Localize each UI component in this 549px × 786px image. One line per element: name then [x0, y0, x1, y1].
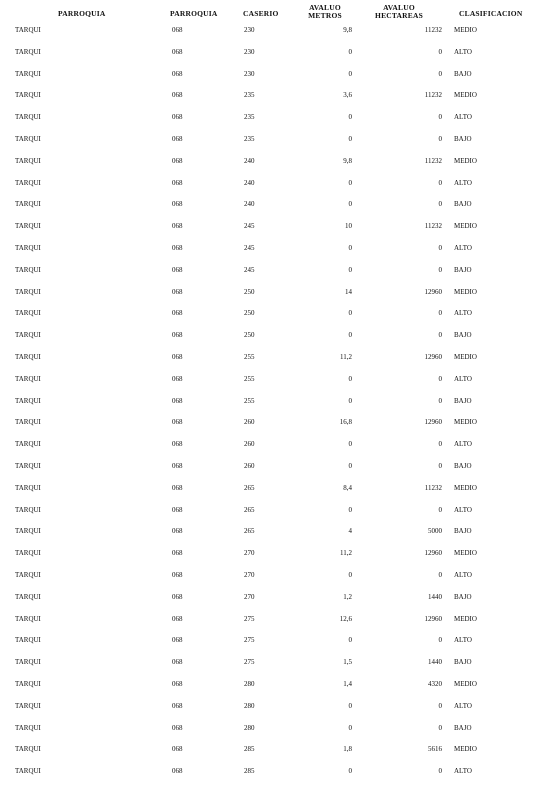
cell-parroquia: TARQUI — [15, 549, 41, 558]
cell-caserio: 230 — [244, 47, 255, 56]
cell-parroquia: TARQUI — [15, 222, 41, 231]
cell-clasificacion: ALTO — [454, 309, 472, 318]
cell-parroquia-code: 068 — [172, 723, 183, 732]
cell-parroquia: TARQUI — [15, 440, 41, 449]
cell-parroquia: TARQUI — [15, 69, 41, 78]
cell-avaluo-hectareas: 0 — [438, 505, 442, 514]
cell-parroquia-code: 068 — [172, 701, 183, 710]
cell-parroquia: TARQUI — [15, 701, 41, 710]
cell-avaluo-metros: 0 — [348, 440, 352, 449]
cell-parroquia-code: 068 — [172, 113, 183, 122]
cell-clasificacion: MEDIO — [454, 26, 477, 34]
cell-clasificacion: MEDIO — [454, 91, 477, 100]
cell-avaluo-hectareas: 0 — [438, 331, 442, 340]
cell-parroquia-code: 068 — [172, 483, 183, 492]
table-row — [0, 260, 549, 282]
cell-caserio: 270 — [244, 592, 255, 601]
table-row — [0, 412, 549, 434]
cell-avaluo-metros: 0 — [348, 113, 352, 122]
cell-clasificacion: BAJO — [454, 592, 472, 601]
cell-parroquia: TARQUI — [15, 374, 41, 383]
cell-parroquia: TARQUI — [15, 331, 41, 340]
cell-avaluo-hectareas: 0 — [438, 244, 442, 252]
header-clasificacion: CLASIFICACION — [459, 9, 523, 18]
table-row — [0, 20, 549, 42]
header-avaluo-hectareas: AVALUO HECTAREAS — [375, 3, 423, 20]
cell-caserio: 270 — [244, 571, 255, 579]
cell-avaluo-metros: 0 — [348, 701, 352, 710]
cell-avaluo-metros: 0 — [348, 265, 352, 274]
cell-avaluo-metros: 0 — [348, 309, 352, 318]
table-row — [0, 674, 549, 696]
cell-caserio: 265 — [244, 483, 255, 492]
table-row — [0, 194, 549, 216]
table-row — [0, 739, 549, 761]
table-row — [0, 129, 549, 151]
table-row — [0, 761, 549, 783]
cell-parroquia-code: 068 — [172, 745, 183, 754]
cell-clasificacion: BAJO — [454, 135, 472, 143]
cell-avaluo-metros: 10 — [345, 222, 352, 231]
cell-parroquia-code: 068 — [172, 767, 183, 776]
table-row — [0, 85, 549, 107]
cell-avaluo-hectareas: 5616 — [428, 745, 442, 754]
cell-parroquia-code: 068 — [172, 418, 183, 427]
cell-caserio: 270 — [244, 549, 255, 558]
table-row — [0, 347, 549, 369]
cell-parroquia-code: 068 — [172, 309, 183, 318]
cell-avaluo-metros: 8,4 — [343, 483, 352, 492]
cell-caserio: 245 — [244, 265, 255, 274]
cell-clasificacion: MEDIO — [454, 745, 477, 754]
cell-avaluo-hectareas: 4320 — [428, 680, 442, 688]
cell-avaluo-hectareas: 0 — [438, 309, 442, 318]
cell-clasificacion: MEDIO — [454, 156, 477, 165]
cell-caserio: 275 — [244, 658, 255, 667]
cell-caserio: 260 — [244, 462, 255, 470]
table-row — [0, 500, 549, 522]
cell-parroquia-code: 068 — [172, 331, 183, 340]
cell-parroquia-code: 068 — [172, 135, 183, 143]
cell-avaluo-hectareas: 1440 — [428, 592, 442, 601]
cell-caserio: 265 — [244, 527, 255, 536]
table-row — [0, 107, 549, 129]
cell-caserio: 280 — [244, 701, 255, 710]
table-row — [0, 456, 549, 478]
cell-parroquia-code: 068 — [172, 505, 183, 514]
table-row — [0, 434, 549, 456]
cell-parroquia-code: 068 — [172, 571, 183, 579]
cell-parroquia: TARQUI — [15, 47, 41, 56]
cell-avaluo-metros: 0 — [348, 571, 352, 579]
cell-caserio: 235 — [244, 113, 255, 122]
cell-parroquia-code: 068 — [172, 440, 183, 449]
cell-parroquia: TARQUI — [15, 200, 41, 209]
cell-caserio: 275 — [244, 636, 255, 645]
table-row — [0, 652, 549, 674]
table-row — [0, 303, 549, 325]
cell-parroquia-code: 068 — [172, 592, 183, 601]
cell-avaluo-metros: 0 — [348, 200, 352, 209]
cell-parroquia: TARQUI — [15, 680, 41, 688]
header-caserio: CASERIO — [243, 9, 279, 18]
cell-parroquia-code: 068 — [172, 680, 183, 688]
cell-caserio: 255 — [244, 396, 255, 405]
cell-avaluo-hectareas: 12960 — [424, 614, 442, 623]
cell-caserio: 240 — [244, 156, 255, 165]
cell-parroquia: TARQUI — [15, 265, 41, 274]
cell-avaluo-metros: 9,8 — [343, 26, 352, 34]
cell-caserio: 255 — [244, 353, 255, 361]
cell-clasificacion: MEDIO — [454, 418, 477, 427]
cell-caserio: 250 — [244, 309, 255, 318]
cell-avaluo-hectareas: 0 — [438, 265, 442, 274]
cell-clasificacion: ALTO — [454, 767, 472, 776]
cell-parroquia-code: 068 — [172, 26, 183, 34]
cell-parroquia: TARQUI — [15, 527, 41, 536]
cell-parroquia: TARQUI — [15, 462, 41, 470]
cell-caserio: 265 — [244, 505, 255, 514]
cell-parroquia-code: 068 — [172, 287, 183, 296]
cell-caserio: 230 — [244, 26, 255, 34]
cell-parroquia-code: 068 — [172, 658, 183, 667]
cell-clasificacion: MEDIO — [454, 353, 477, 361]
cell-clasificacion: ALTO — [454, 244, 472, 252]
cell-parroquia-code: 068 — [172, 549, 183, 558]
table-row — [0, 478, 549, 500]
cell-avaluo-metros: 12,6 — [339, 614, 352, 623]
cell-parroquia-code: 068 — [172, 69, 183, 78]
cell-caserio: 250 — [244, 331, 255, 340]
cell-avaluo-metros: 11,2 — [340, 549, 352, 558]
cell-parroquia: TARQUI — [15, 745, 41, 754]
cell-avaluo-metros: 0 — [348, 505, 352, 514]
header-avaluo-metros: AVALUO METROS — [308, 3, 342, 20]
cell-parroquia-code: 068 — [172, 265, 183, 274]
cell-avaluo-hectareas: 0 — [438, 69, 442, 78]
table-row — [0, 609, 549, 631]
cell-clasificacion: BAJO — [454, 462, 472, 470]
cell-clasificacion: MEDIO — [454, 287, 477, 296]
cell-parroquia-code: 068 — [172, 244, 183, 252]
cell-avaluo-metros: 1,2 — [343, 592, 352, 601]
table-row — [0, 543, 549, 565]
cell-parroquia: TARQUI — [15, 571, 41, 579]
cell-avaluo-metros: 0 — [348, 178, 352, 187]
cell-clasificacion: ALTO — [454, 505, 472, 514]
cell-parroquia: TARQUI — [15, 244, 41, 252]
cell-clasificacion: MEDIO — [454, 680, 477, 688]
cell-parroquia: TARQUI — [15, 156, 41, 165]
cell-caserio: 255 — [244, 374, 255, 383]
cell-caserio: 260 — [244, 440, 255, 449]
cell-clasificacion: ALTO — [454, 571, 472, 579]
cell-caserio: 240 — [244, 200, 255, 209]
cell-avaluo-hectareas: 0 — [438, 396, 442, 405]
cell-avaluo-hectareas: 0 — [438, 571, 442, 579]
cell-clasificacion: ALTO — [454, 374, 472, 383]
cell-avaluo-metros: 14 — [345, 287, 352, 296]
cell-parroquia-code: 068 — [172, 527, 183, 536]
cell-parroquia: TARQUI — [15, 636, 41, 645]
cell-clasificacion: MEDIO — [454, 222, 477, 231]
cell-avaluo-metros: 0 — [348, 767, 352, 776]
cell-clasificacion: ALTO — [454, 701, 472, 710]
cell-clasificacion: ALTO — [454, 113, 472, 122]
cell-avaluo-hectareas: 12960 — [424, 287, 442, 296]
cell-avaluo-hectareas: 0 — [438, 636, 442, 645]
cell-avaluo-hectareas: 11232 — [424, 483, 442, 492]
cell-clasificacion: ALTO — [454, 440, 472, 449]
cell-avaluo-metros: 0 — [348, 636, 352, 645]
cell-avaluo-metros: 4 — [348, 527, 352, 536]
cell-avaluo-hectareas: 11232 — [424, 156, 442, 165]
cell-clasificacion: BAJO — [454, 265, 472, 274]
cell-caserio: 280 — [244, 680, 255, 688]
cell-caserio: 230 — [244, 69, 255, 78]
cell-parroquia-code: 068 — [172, 614, 183, 623]
cell-avaluo-hectareas: 0 — [438, 701, 442, 710]
cell-avaluo-metros: 1,5 — [343, 658, 352, 667]
cell-clasificacion: ALTO — [454, 636, 472, 645]
cell-parroquia-code: 068 — [172, 374, 183, 383]
cell-avaluo-hectareas: 11232 — [424, 91, 442, 100]
cell-avaluo-hectareas: 0 — [438, 767, 442, 776]
cell-avaluo-hectareas: 0 — [438, 135, 442, 143]
table-row — [0, 369, 549, 391]
cell-clasificacion: BAJO — [454, 658, 472, 667]
cell-avaluo-metros: 3,6 — [343, 91, 352, 100]
cell-avaluo-hectareas: 12960 — [424, 353, 442, 361]
cell-caserio: 240 — [244, 178, 255, 187]
cell-parroquia: TARQUI — [15, 178, 41, 187]
cell-parroquia: TARQUI — [15, 91, 41, 100]
cell-avaluo-hectareas: 0 — [438, 462, 442, 470]
cell-parroquia-code: 068 — [172, 200, 183, 209]
cell-clasificacion: BAJO — [454, 723, 472, 732]
header-parroquia-code: PARROQUIA — [170, 9, 218, 18]
table-row — [0, 282, 549, 304]
cell-parroquia: TARQUI — [15, 418, 41, 427]
table-row — [0, 238, 549, 260]
table-row — [0, 718, 549, 740]
cell-caserio: 280 — [244, 723, 255, 732]
cell-avaluo-metros: 0 — [348, 47, 352, 56]
cell-avaluo-metros: 0 — [348, 462, 352, 470]
table-row — [0, 565, 549, 587]
header-parroquia: PARROQUIA — [58, 9, 106, 18]
cell-parroquia-code: 068 — [172, 47, 183, 56]
table-row — [0, 216, 549, 238]
cell-avaluo-metros: 0 — [348, 396, 352, 405]
cell-parroquia: TARQUI — [15, 113, 41, 122]
cell-caserio: 245 — [244, 244, 255, 252]
table-row — [0, 173, 549, 195]
cell-clasificacion: MEDIO — [454, 614, 477, 623]
table-row — [0, 42, 549, 64]
cell-parroquia: TARQUI — [15, 505, 41, 514]
cell-clasificacion: BAJO — [454, 396, 472, 405]
cell-parroquia-code: 068 — [172, 353, 183, 361]
cell-avaluo-metros: 1,8 — [343, 745, 352, 754]
cell-caserio: 235 — [244, 135, 255, 143]
cell-avaluo-hectareas: 1440 — [428, 658, 442, 667]
cell-parroquia-code: 068 — [172, 91, 183, 100]
cell-avaluo-metros: 0 — [348, 331, 352, 340]
cell-clasificacion: BAJO — [454, 331, 472, 340]
cell-caserio: 250 — [244, 287, 255, 296]
cell-parroquia: TARQUI — [15, 26, 41, 34]
cell-parroquia: TARQUI — [15, 592, 41, 601]
cell-avaluo-metros: 0 — [348, 244, 352, 252]
cell-clasificacion: BAJO — [454, 527, 472, 536]
cell-avaluo-metros: 16,8 — [339, 418, 352, 427]
cell-parroquia: TARQUI — [15, 353, 41, 361]
cell-clasificacion: BAJO — [454, 69, 472, 78]
cell-parroquia-code: 068 — [172, 156, 183, 165]
cell-avaluo-metros: 11,2 — [340, 353, 352, 361]
cell-caserio: 235 — [244, 91, 255, 100]
cell-avaluo-hectareas: 11232 — [424, 222, 442, 231]
cell-parroquia-code: 068 — [172, 636, 183, 645]
table-row — [0, 325, 549, 347]
cell-caserio: 275 — [244, 614, 255, 623]
table-row — [0, 391, 549, 413]
cell-parroquia: TARQUI — [15, 767, 41, 776]
cell-parroquia: TARQUI — [15, 135, 41, 143]
table-row — [0, 630, 549, 652]
cell-avaluo-hectareas: 0 — [438, 47, 442, 56]
cell-avaluo-metros: 0 — [348, 69, 352, 78]
cell-avaluo-hectareas: 0 — [438, 723, 442, 732]
cell-caserio: 285 — [244, 745, 255, 754]
cell-clasificacion: ALTO — [454, 47, 472, 56]
cell-avaluo-hectareas: 0 — [438, 440, 442, 449]
cell-avaluo-metros: 1,4 — [343, 680, 352, 688]
table-row — [0, 521, 549, 543]
cell-parroquia: TARQUI — [15, 658, 41, 667]
cell-parroquia: TARQUI — [15, 483, 41, 492]
cell-parroquia: TARQUI — [15, 309, 41, 318]
cell-avaluo-metros: 0 — [348, 723, 352, 732]
cell-avaluo-hectareas: 0 — [438, 113, 442, 122]
cell-avaluo-hectareas: 0 — [438, 178, 442, 187]
cell-caserio: 245 — [244, 222, 255, 231]
cell-clasificacion: MEDIO — [454, 483, 477, 492]
cell-parroquia-code: 068 — [172, 462, 183, 470]
cell-clasificacion: BAJO — [454, 200, 472, 209]
cell-avaluo-metros: 0 — [348, 374, 352, 383]
cell-clasificacion: MEDIO — [454, 549, 477, 558]
cell-avaluo-hectareas: 12960 — [424, 418, 442, 427]
cell-parroquia: TARQUI — [15, 287, 41, 296]
cell-avaluo-hectareas: 0 — [438, 374, 442, 383]
table-row — [0, 587, 549, 609]
cell-caserio: 260 — [244, 418, 255, 427]
cell-parroquia: TARQUI — [15, 614, 41, 623]
cell-parroquia-code: 068 — [172, 396, 183, 405]
table-row — [0, 696, 549, 718]
cell-avaluo-hectareas: 12960 — [424, 549, 442, 558]
cell-avaluo-hectareas: 0 — [438, 200, 442, 209]
cell-parroquia: TARQUI — [15, 396, 41, 405]
cell-parroquia-code: 068 — [172, 178, 183, 187]
cell-avaluo-metros: 9,8 — [343, 156, 352, 165]
cell-avaluo-hectareas: 11232 — [424, 26, 442, 34]
table-row — [0, 64, 549, 86]
cell-parroquia: TARQUI — [15, 723, 41, 732]
cell-parroquia-code: 068 — [172, 222, 183, 231]
table-row — [0, 151, 549, 173]
cell-avaluo-metros: 0 — [348, 135, 352, 143]
cell-caserio: 285 — [244, 767, 255, 776]
cell-avaluo-hectareas: 5000 — [428, 527, 442, 536]
cell-clasificacion: ALTO — [454, 178, 472, 187]
